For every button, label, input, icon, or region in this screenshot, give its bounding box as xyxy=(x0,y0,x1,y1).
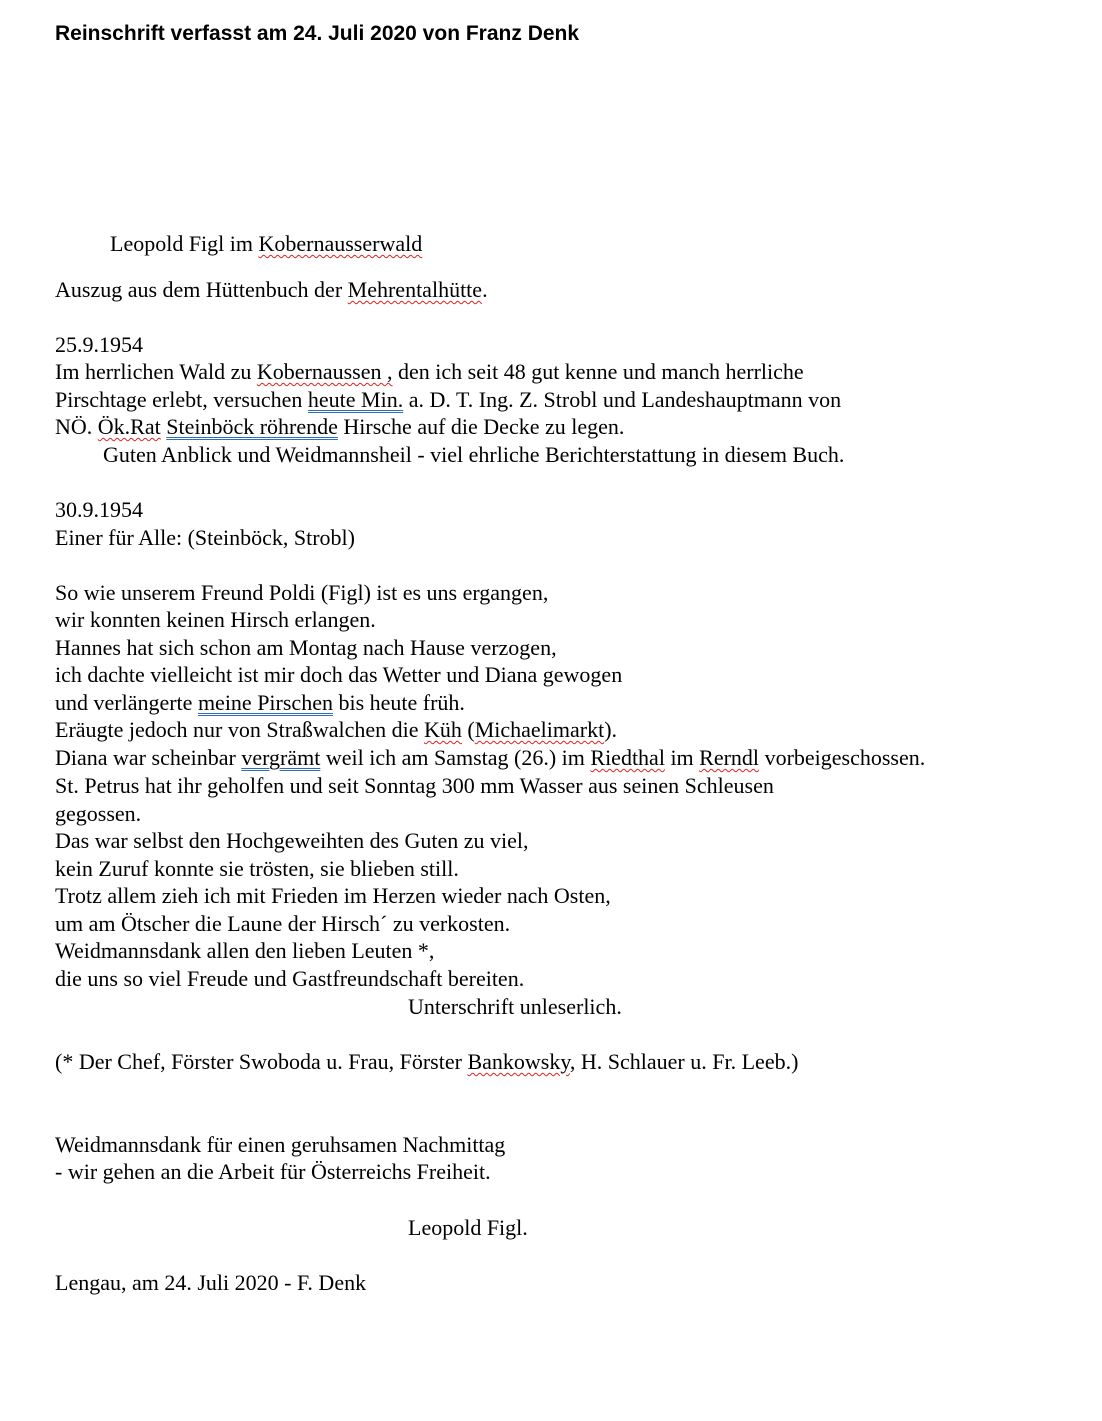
entry2-signature: Unterschrift unleserlich. xyxy=(408,994,622,1019)
text-segment: a. D. T. Ing. Z. Strobl und Landeshauptmann von xyxy=(403,387,842,412)
entry2-date: 30.9.1954 xyxy=(55,497,143,522)
text-segment: im xyxy=(664,745,700,770)
poem-line: ich dachte vielleicht ist mir doch das Wetter und Diana gewogen xyxy=(55,662,623,687)
poem-line: die uns so viel Freude und Gastfreundschaft bereiten. xyxy=(55,966,525,991)
entry3-line1: Weidmannsdank für einen geruhsamen Nachmittag xyxy=(55,1132,506,1157)
subtitle-end: . xyxy=(482,277,488,302)
keyword: Steinböck röhrende xyxy=(166,414,338,439)
keyword: Rerndl xyxy=(699,745,760,770)
keyword: Ök.Rat xyxy=(97,414,161,439)
entry3-line2: - wir gehen an die Arbeit für Österreichs Freiheit. xyxy=(55,1159,491,1184)
entry1-line1 xyxy=(55,358,804,386)
text-segment: NÖ. xyxy=(55,414,98,439)
poem-line: Trotz allem zieh ich mit Frieden im Herzen wieder nach Osten, xyxy=(55,883,611,908)
keyword: Michaelimarkt xyxy=(474,717,605,742)
text-segment: (* Der Chef, Förster Swoboda u. Frau, Förster xyxy=(55,1049,468,1074)
entry2-heading: Einer für Alle: (Steinböck, Strobl) xyxy=(55,525,355,550)
keyword: heute Min. xyxy=(307,387,404,412)
text-segment: und verlängerte xyxy=(55,690,198,715)
poem-line xyxy=(55,716,617,744)
poem-line: Hannes hat sich schon am Montag nach Hause verzogen, xyxy=(55,635,557,660)
subtitle-text: Auszug aus dem Hüttenbuch der xyxy=(55,277,348,302)
text-segment: Hirsche auf die Decke zu legen. xyxy=(337,414,625,439)
poem-line: wir konnten keinen Hirsch erlangen. xyxy=(55,607,376,632)
text-segment: Diana war scheinbar xyxy=(55,745,242,770)
keyword: vergrämt xyxy=(241,745,321,770)
entry1-line3 xyxy=(55,413,624,441)
keyword: Riedthal xyxy=(590,745,665,770)
entry1-line4: Guten Anblick und Weidmannsheil - viel ehrliche Berichterstattung in diesem Buch. xyxy=(103,442,845,467)
poem-line xyxy=(55,689,465,717)
title-keyword: Kobernausserwald xyxy=(258,231,423,256)
text-segment: , H. Schlauer u. Fr. Leeb.) xyxy=(569,1049,799,1074)
keyword: Kobernaussen , xyxy=(256,359,393,384)
poem-line: Weidmannsdank allen den lieben Leuten *, xyxy=(55,938,435,963)
text-segment: ). xyxy=(604,717,618,742)
document-title xyxy=(110,230,422,258)
keyword: meine Pirschen xyxy=(197,690,333,715)
entry1-date: 25.9.1954 xyxy=(55,332,143,357)
text-segment: den ich seit 48 gut kenne und manch herrliche xyxy=(392,359,804,384)
poem-line: gegossen. xyxy=(55,801,142,826)
poem-line: kein Zuruf konnte sie trösten, sie blieben still. xyxy=(55,856,459,881)
text-segment: bis heute früh. xyxy=(332,690,465,715)
title-text: Leopold Figl im xyxy=(110,231,259,256)
text-segment: ( xyxy=(461,717,475,742)
text-segment: Pirschtage erlebt, versuchen xyxy=(55,387,308,412)
poem-line: um am Ötscher die Laune der Hirsch´ zu verkosten. xyxy=(55,911,511,936)
text-segment: Eräugte jedoch nur von Straßwalchen die xyxy=(55,717,424,742)
entry1-line2 xyxy=(55,386,841,414)
poem-line: Das war selbst den Hochgeweihten des Guten zu viel, xyxy=(55,828,529,853)
document-header: Reinschrift verfasst am 24. Juli 2020 von Franz Denk xyxy=(55,22,580,45)
text-segment: vorbeigeschossen. xyxy=(759,745,926,770)
document-subtitle xyxy=(55,276,488,304)
entry2-footnote xyxy=(55,1048,798,1076)
poem-line: So wie unserem Freund Poldi (Figl) ist es uns ergangen, xyxy=(55,580,549,605)
text-segment: weil ich am Samstag (26.) im xyxy=(320,745,591,770)
text-segment: Im herrlichen Wald zu xyxy=(55,359,257,384)
poem-line: St. Petrus hat ihr geholfen und seit Sonntag 300 mm Wasser aus seinen Schleusen xyxy=(55,773,774,798)
subtitle-keyword: Mehrentalhütte xyxy=(347,277,483,302)
keyword: Küh xyxy=(423,717,462,742)
closing-line: Lengau, am 24. Juli 2020 - F. Denk xyxy=(55,1270,367,1295)
keyword: Bankowsky xyxy=(467,1049,570,1074)
entry3-signature: Leopold Figl. xyxy=(408,1215,528,1240)
poem-line xyxy=(55,744,925,772)
